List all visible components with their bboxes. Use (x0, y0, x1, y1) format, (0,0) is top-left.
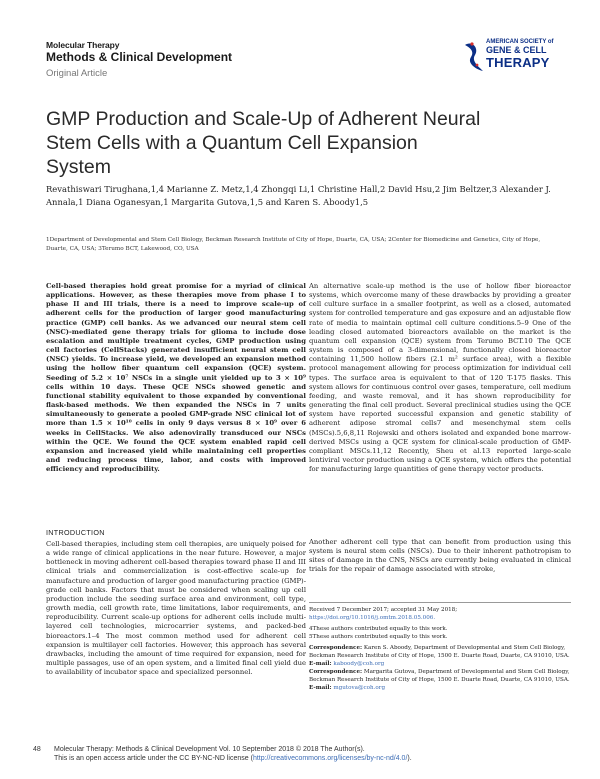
journal-name-line1: Molecular Therapy (46, 40, 120, 50)
section-heading-introduction: INTRODUCTION (46, 528, 105, 537)
received-dates: Received 7 December 2017; accepted 31 May 2018; (309, 607, 458, 613)
article-type: Original Article (46, 68, 108, 79)
right-column-paragraph-2: Another adherent cell type that can benefit from production using this system is neural stem cells (NSCs). Due to their inherent pathotropism to sites of damage in the CNS, NSCs are currently being evaluated in clinical trials for the repair of damage associated with stroke, (309, 538, 571, 574)
article-title: GMP Production and Scale-Up of Adherent Neural Stem Cells with a Quantum Cell Expansion System (46, 108, 481, 178)
logo-text-line3: THERAPY (486, 55, 550, 70)
email-label: E-mail: (309, 661, 332, 667)
doi-link[interactable]: https://doi.org/10.1016/j.omtm.2018.05.006. (309, 615, 436, 621)
correspondence-2 (309, 668, 571, 684)
logo-text-line2: GENE & CELL (486, 45, 547, 55)
author-list (46, 183, 556, 209)
correspondence-1 (309, 644, 571, 660)
email-2-link[interactable]: mgutova@coh.org (333, 685, 386, 691)
page-number: 48 (33, 746, 41, 753)
correspondence-label: Correspondence: (309, 645, 363, 651)
license-text-post: ). (407, 755, 412, 762)
license-link[interactable]: http://creativecommons.org/licenses/by-nc-nd/4.0/ (252, 755, 408, 762)
affiliations: 1Department of Developmental and Stem Cell Biology, Beckman Research Institute of City of Hope, Duarte, CA, USA; 2Center for Biomedicine and Genetics, City of Hope, Duarte, CA, USA; 3Terumo BCT, Lakewood, CO, USA (46, 237, 541, 252)
journal-name-line2: Methods & Clinical Development (46, 50, 233, 64)
equal-contribution-note-5: 5These authors contributed equally to this work. (309, 634, 448, 640)
correspondence-2-text: Margarita Gutova, Department of Developmental and Stem Cell Biology, Beckman Research Institute of City of Hope, 1500 E. Duarte Road, Duarte, CA 91010, USA. (309, 669, 570, 683)
correspondence-label-2: Correspondence: (309, 669, 363, 675)
email-2 (309, 684, 571, 692)
article-notes (309, 606, 571, 692)
notes-divider (309, 602, 571, 603)
email-label-2: E-mail: (309, 685, 332, 691)
authors-text: Revathiswari Tirughana,1,4 Marianne Z. Metz,1,4 Zhongqi Li,1 Christine Hall,2 David Hsu,2 Jim Beltzer,3 Alexander J. Annala,1 Diana Oganesyan,1 Margarita Gutova,1,5 and Karen S. Aboody1,5 (46, 184, 551, 207)
license-text-pre: This is an open access article under the CC BY-NC-ND license ( (54, 755, 253, 762)
equal-contribution-note-4: 4These authors contributed equally to this work. (309, 626, 448, 632)
abstract: Cell-based therapies hold great promise for a myriad of clinical applications. However, as these therapies move from phase I to phase II and III trials, there is a need to improve scale-up of adherent cells for the production of larger good manufacturing practice (GMP) cell banks. As we advanced our neural stem cell (NSC)-mediated gene therapy trials for glioma to include dose escalation and multiple treatment cycles, GMP production using cell factories (CellStacks) generated insufficient neural stem cell (NSC) yields. To increase yield, we developed an expansion method using the hollow fiber quantum cell expansion (QCE) system. Seeding of 5.2 × 10⁷ NSCs in a single unit yielded up to 3 × 10⁹ cells within 10 days. These QCE NSCs showed genetic and functional stability equivalent to those expanded by conventional flask-based methods. We then expanded the NSCs in 7 units simultaneously to generate a pooled GMP-grade NSC clinical lot of more than 1.5 × 10¹⁰ cells in only 9 days versus 8 × 10⁹ over 6 weeks in CellStacks. We also adenovirally transduced our NSCs within the QCE. We found the QCE system enabled rapid cell expansion and increased yield while maintaining cell properties and reducing process time, labor, and costs with improved efficiency and reproducibility. (46, 282, 306, 474)
logo-text-line1: AMERICAN SOCIETY of (486, 39, 554, 45)
intro-paragraph: Cell-based therapies, including stem cell therapies, are uniquely poised for a wide range of clinical applications in the near future. However, a major bottleneck in moving adherent cell-based therapies toward phase II and III clinical trials and commercialization is cost-effective scale-up for manufacture and production of larger good manufacturing practice (GMP)-grade cell banks. Factors that must be considered when scaling up cell production include the seeding surface area and environment, cell type, growth media, cell growth rate, time limitations, labor requirements, and reproducibility. Current scale-up options for adherent cells include multi-layered cell technologies, microcarrier systems, and packed-bed bioreactors.1–4 The most common method used for adherent cell expansion is multilayer cell factories. However, this approach has several drawbacks, including the amount of time required for expansion, need for multiple passages, use of an open system, and a limited final cell yield due to availability of incubator space and specialized personnel. (46, 540, 306, 677)
right-column-paragraph-1: An alternative scale-up method is the use of hollow fiber bioreactor systems, which overcome many of these drawbacks by providing a greater cell culture surface in a smaller footprint, as well as a closed, automated system for controlled temperature and gas exposure and an adjustable flow rate of media to maintain optimal cell culture conditions.5–9 One of the leading closed automated bioreactors available on the market is the quantum cell expansion (QCE) system from Terumo BCT.10 The QCE system is composed of a 3-dimensional, functionally closed bioreactor containing 11,500 hollow fibers (2.1 m² surface area), with a flexible protocol management allowing for process optimization for individual cell types. The surface area is equivalent to that of 120 T-175 flasks. This system allows for continuous control over gases, temperature, cell medium feeding, and waste removal, and it has shown reproducibility for generating the final cell product. Several preclinical studies using the QCE system have reported successful expansion and genetic stability of adherent adipose stromal cells7 and mesenchymal stem cells (MSCs).5,6,8,11 Rojewski and others isolated and expanded bone marrow-derived MSCs using a QCE system for clinical-scale production of GMP-compliant MSCs.11,12 Recently, Sheu et al.13 reported large-scale lentiviral vector production using a QCE system, which offers the potential for manufacturing large quantities of gene therapy vector products. (309, 282, 571, 474)
correspondence-1-text: Karen S. Aboody, Department of Developmental and Stem Cell Biology, Beckman Research Institute of City of Hope, 1500 E. Duarte Road, Duarte, CA 91010, USA. (309, 645, 570, 659)
email-1-link[interactable]: kaboody@coh.org (333, 661, 385, 667)
footer-license (54, 755, 412, 762)
footer-journal-citation: Molecular Therapy: Methods & Clinical Development Vol. 10 September 2018 © 2018 The Author(s). (54, 746, 365, 753)
email-1 (309, 660, 571, 668)
